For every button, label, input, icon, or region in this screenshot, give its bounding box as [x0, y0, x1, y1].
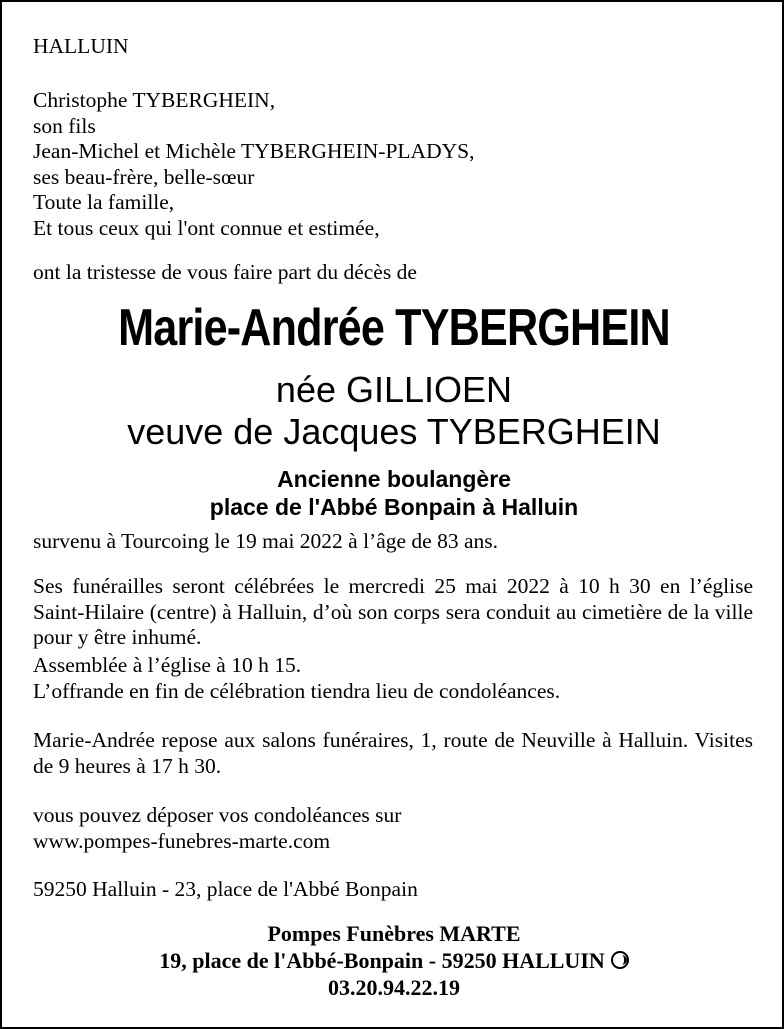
- intro-line: ont la tristesse de vous faire part du décès de: [33, 260, 417, 284]
- company-address-line: [2, 947, 784, 974]
- family-line: Toute la famille,: [33, 190, 175, 214]
- funeral-assembly: [33, 653, 753, 704]
- widow-of: veuve de Jacques TYBERGHEIN: [127, 411, 661, 452]
- funeral-paragraph: Ses funérailles seront célébrées le mercredi 25 mai 2022 à 10 h 30 en l’église Saint-Hilaire (centre) à Halluin, d’où son corps sera conduit au cimetière de la ville pour y être inhumé.: [33, 574, 753, 649]
- town-heading: [33, 34, 753, 60]
- condolences-url[interactable]: www.pompes-funebres-marte.com: [33, 828, 331, 853]
- rest-paragraph: Marie-Andrée repose aux salons funéraires, 1, route de Neuville à Halluin. Visites de 9 heures à 17 h 30.: [33, 728, 753, 778]
- condolences-block: [33, 803, 753, 854]
- family-line: son fils: [33, 113, 96, 138]
- town-name: HALLUIN: [33, 34, 129, 58]
- company-address: 19, place de l'Abbé-Bonpain - 59250 HALLUIN: [159, 948, 605, 973]
- offering-line: L’offrande en fin de célébration tiendra lieu de condoléances.: [33, 678, 561, 703]
- condolences-line: vous pouvez déposer vos condoléances sur: [33, 803, 402, 827]
- family-line: Christophe TYBERGHEIN,: [33, 88, 276, 112]
- address-line: [33, 877, 753, 903]
- intro-text: [33, 260, 753, 286]
- family-list: [33, 88, 753, 241]
- company-name: Pompes Funèbres MARTE: [267, 921, 521, 946]
- telephone-icon: [611, 951, 629, 969]
- occupation-line-1: Ancienne boulangère: [277, 466, 511, 492]
- family-line: ses beau-frère, belle-sœur: [33, 164, 255, 189]
- death-notice: [33, 529, 753, 555]
- address-text: 59250 Halluin - 23, place de l'Abbé Bonpain: [33, 877, 418, 901]
- family-line: Et tous ceux qui l'ont connue et estimée,: [33, 215, 380, 240]
- family-line: Jean-Michel et Michèle TYBERGHEIN-PLADYS,: [33, 139, 475, 163]
- deceased-name: Marie-Andrée TYBERGHEIN: [118, 299, 670, 357]
- assembly-line: Assemblée à l’église à 10 h 15.: [33, 653, 302, 677]
- death-notice-line: survenu à Tourcoing le 19 mai 2022 à l’âge de 83 ans.: [33, 529, 499, 553]
- occupation-line-2: place de l'Abbé Bonpain à Halluin: [209, 494, 579, 520]
- company-phone: 03.20.94.22.19: [328, 975, 460, 1000]
- maiden-name: née GILLIOEN: [275, 369, 513, 410]
